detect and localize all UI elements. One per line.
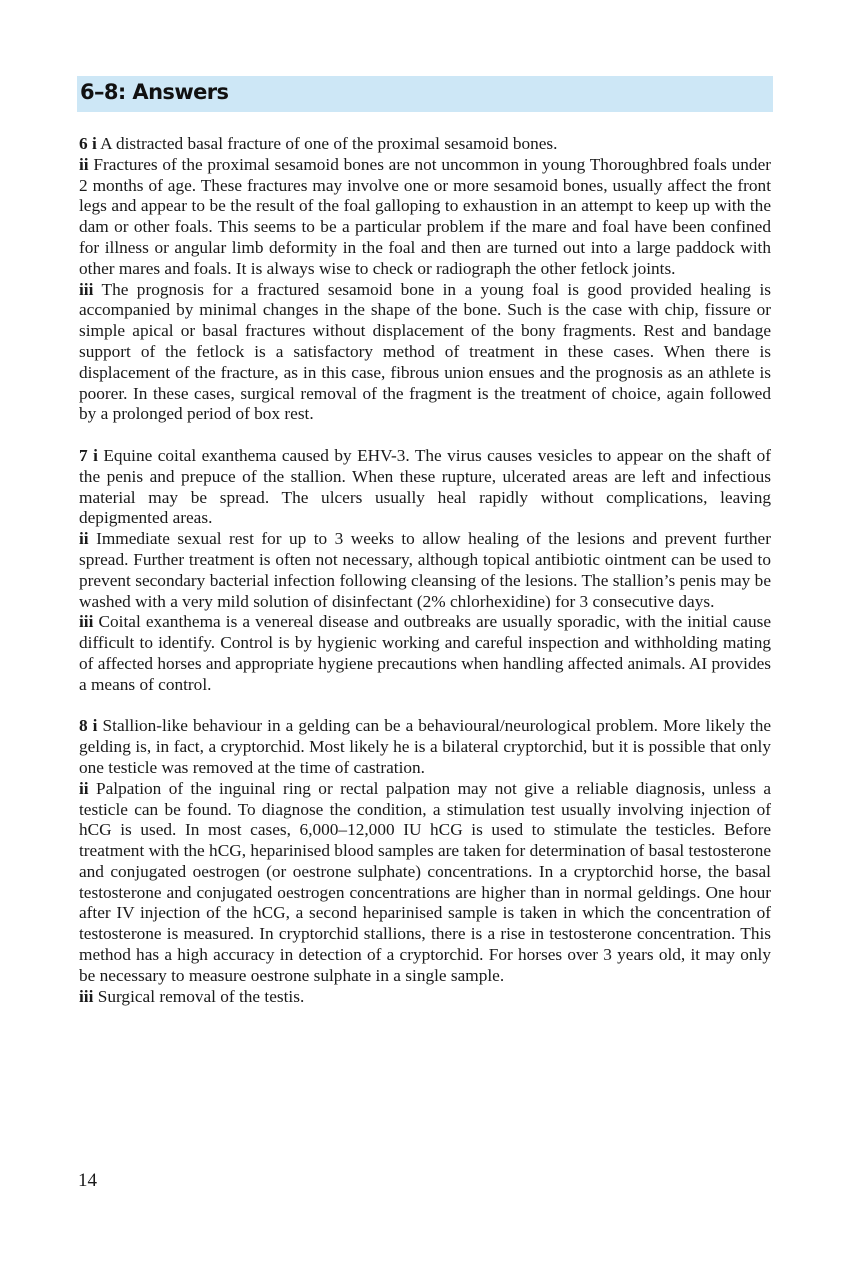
part-text: Stallion-like behaviour in a gelding can be a behavioural/neurological problem. More likely the gelding is, in fact, a cryptorchid. Most likely he is a bilateral cryptorchid, but it is possible that only one testicle was removed at the time of castration. <box>79 716 771 777</box>
part-label: ii <box>79 154 89 174</box>
paragraph-gap <box>79 696 771 717</box>
part-label: iii <box>79 612 94 632</box>
part-text: Palpation of the inguinal ring or rectal palpation may not give a reliable diagnosis, unless a testicle can be found. To diagnose the condition, a stimulation test usually involving injection of hCG is used. In most cases, 6,000–12,000 IU hCG is used to stimulate the testicles. Before treatment with the hCG, heparinised blood samples are taken for determination of basal testosterone and conjugated oestrogen (or oestrone sulphate) concentrations. In a cryptorchid horse, the basal testosterone and conjugated oestrogen concentrations are higher than in normal geldings. One hour after IV injection of the hCG, a second heparinised sample is taken in which the concentration of testosterone is measured. In cryptorchid stallions, there is a rise in testosterone concentration. This method has a high accuracy in detection of a cryptorchid. For horses over 3 years old, it may only be necessary to measure oestrone sulphate in a single sample. <box>79 778 772 985</box>
answer-8-part-iii <box>79 987 771 1008</box>
part-label: ii <box>79 529 89 549</box>
part-label: 6 i <box>79 134 97 153</box>
part-text: Coital exanthema is a venereal disease and outbreaks are usually sporadic, with the initial cause difficult to identify. Control is by hygienic working and careful inspection and withholding mating of affected horses and appropriate hygiene precautions when handling affected animals. AI provides a means of control. <box>79 612 771 694</box>
part-text: The prognosis for a fractured sesamoid bone in a young foal is good provided healing is accompanied by minimal changes in the shape of the bone. Such is the case with chip, fissure or simple apical or basal fractures without displacement of the bony fragments. Rest and bandage support of the fetlock is a satisfactory method of treatment in these cases. When there is displacement of the fracture, as in this case, fibrous union ensues and the prognosis as an athlete is poorer. In these cases, surgical removal of the fragment is the treatment of choice, again followed by a prolonged period of box rest. <box>79 279 771 424</box>
part-text: Surgical removal of the testis. <box>97 986 305 1006</box>
answer-7-part-i <box>79 446 771 529</box>
part-label: 7 i <box>79 445 98 465</box>
part-text: Equine coital exanthema caused by EHV-3. The virus causes vesicles to appear on the shaft of the penis and prepuce of the stallion. When these rupture, ulcerated areas are left and infectious material may be spread. The ulcers usually heal rapidly without complications, leaving depigmented areas. <box>79 445 771 528</box>
part-label: ii <box>79 778 89 798</box>
section-header <box>77 76 773 112</box>
answer-6-part-ii <box>79 155 771 280</box>
answer-6-part-iii <box>79 280 771 426</box>
paragraph-gap <box>79 425 771 446</box>
part-label: 8 i <box>79 716 98 736</box>
part-label: iii <box>79 986 94 1006</box>
answers-body <box>79 134 771 1007</box>
page-number: 14 <box>78 1170 97 1191</box>
answer-6-part-i <box>79 134 771 155</box>
answer-8-part-i <box>79 716 771 778</box>
answer-7-part-ii <box>79 529 771 612</box>
part-label: iii <box>79 279 94 299</box>
part-text: Fractures of the proximal sesamoid bones are not uncommon in young Thoroughbred foals under 2 months of age. These fractures may involve one or more sesamoid bones, usually affect the front legs and appear to be the result of the foal galloping to exhaustion in an attempt to keep up with the dam or other foals. This seems to be a particular problem if the mare and foal have been confined for illness or angular limb deformity in the foal and then are turned out into a large paddock with other mares and foals. It is always wise to check or radiograph the other fetlock joints. <box>79 154 771 278</box>
part-text: A distracted basal fracture of one of the proximal sesamoid bones. <box>100 134 558 153</box>
answer-8-part-ii <box>79 779 771 987</box>
part-text: Immediate sexual rest for up to 3 weeks to allow healing of the lesions and prevent further spread. Further treatment is often not necessary, although topical antibiotic ointment can be used to prevent secondary bacterial infection following cleansing of the lesions. The stallion’s penis may be washed with a very mild solution of disinfectant (2% chlorhexidine) for 3 consecutive days. <box>79 529 771 611</box>
answer-7-part-iii <box>79 612 771 695</box>
section-title: 6–8: Answers <box>80 80 229 104</box>
